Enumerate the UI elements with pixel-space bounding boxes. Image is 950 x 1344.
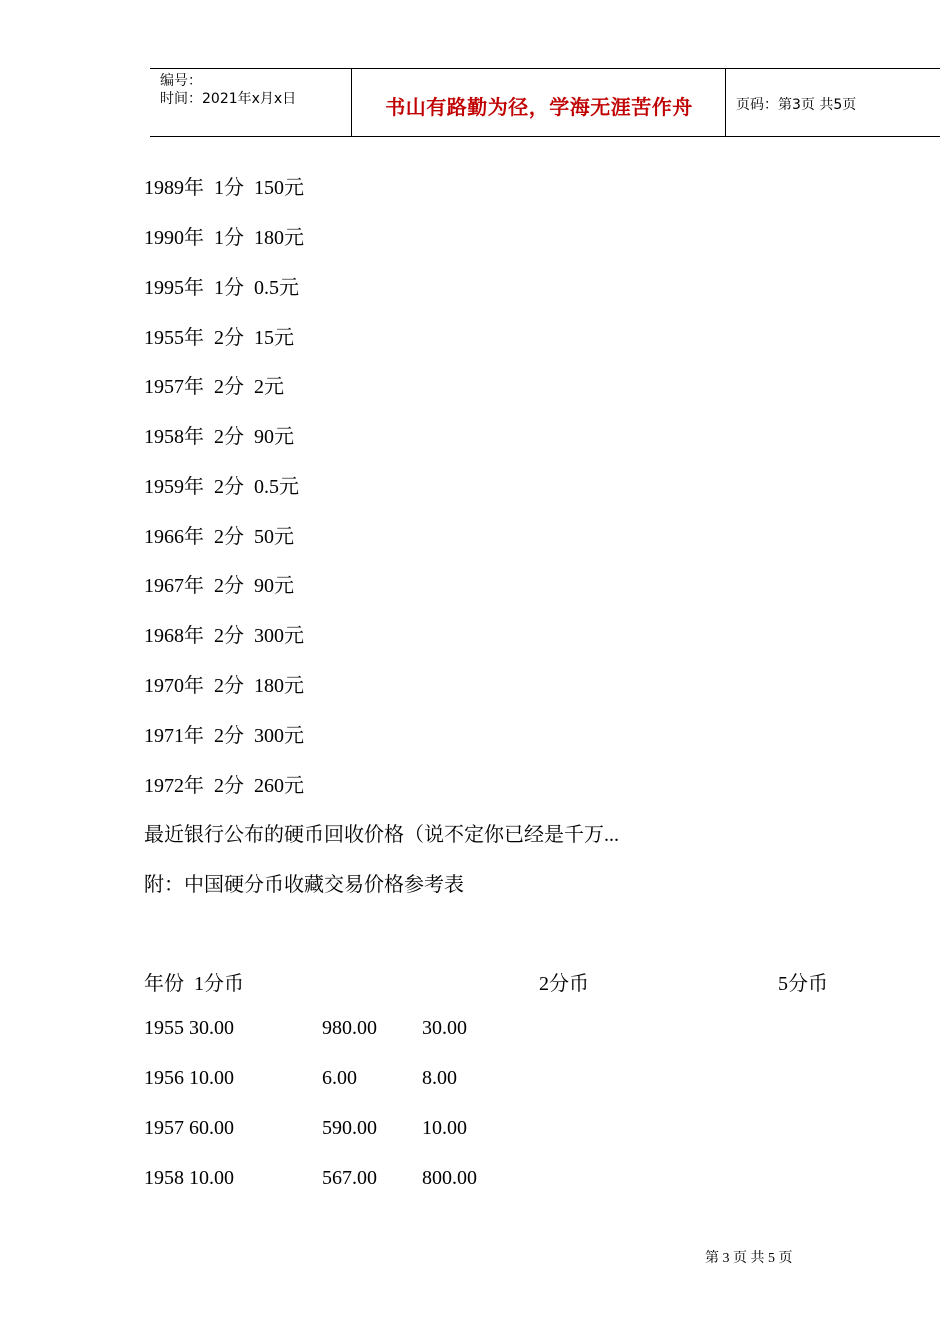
price-line: 1995年 1分 0.5元 (144, 277, 299, 299)
table-cell: 10.00 (422, 1117, 467, 1139)
table-cell: 800.00 (422, 1167, 477, 1189)
table-title: 附：中国硬分币收藏交易价格参考表 (144, 874, 464, 896)
price-line: 1970年 2分 180元 (144, 675, 304, 697)
table-cell-year-1fen: 1957 60.00 (144, 1117, 234, 1139)
table-cell: 590.00 (322, 1117, 377, 1139)
price-line: 1955年 2分 15元 (144, 327, 294, 349)
table-header-year-1fen: 年份 1分币 (144, 973, 244, 995)
time-label: 时间：2021年x月x日 (160, 91, 297, 107)
page-footer: 第 3 页 共 5 页 (705, 1251, 793, 1266)
table-cell: 8.00 (422, 1067, 457, 1089)
table-header-5fen: 5分币 (778, 973, 828, 995)
serial-label: 编号： (160, 73, 202, 89)
table-cell: 980.00 (322, 1017, 377, 1039)
price-line: 1958年 2分 90元 (144, 426, 294, 448)
price-line: 1990年 1分 180元 (144, 227, 304, 249)
table-cell-year-1fen: 1956 10.00 (144, 1067, 234, 1089)
header-motto: 书山有路勤为径，学海无涯苦作舟 (385, 95, 693, 119)
table-header-2fen: 2分币 (539, 973, 589, 995)
header-page-info: 页码：第3页 共5页 (736, 97, 857, 113)
price-line: 1971年 2分 300元 (144, 725, 304, 747)
table-cell-year-1fen: 1955 30.00 (144, 1017, 234, 1039)
header-meta (160, 72, 296, 108)
price-line: 1966年 2分 50元 (144, 526, 294, 548)
table-cell: 30.00 (422, 1017, 467, 1039)
price-line: 1959年 2分 0.5元 (144, 476, 299, 498)
price-line: 1968年 2分 300元 (144, 625, 304, 647)
price-line: 1989年 1分 150元 (144, 177, 304, 199)
price-line: 1967年 2分 90元 (144, 575, 294, 597)
notice-line: 最近银行公布的硬币回收价格（说不定你已经是千万... (144, 824, 619, 846)
table-cell-year-1fen: 1958 10.00 (144, 1167, 234, 1189)
price-line: 1957年 2分 2元 (144, 376, 284, 398)
table-cell: 567.00 (322, 1167, 377, 1189)
page-header (150, 68, 940, 137)
header-divider (725, 69, 726, 136)
price-line: 1972年 2分 260元 (144, 775, 304, 797)
table-cell: 6.00 (322, 1067, 357, 1089)
